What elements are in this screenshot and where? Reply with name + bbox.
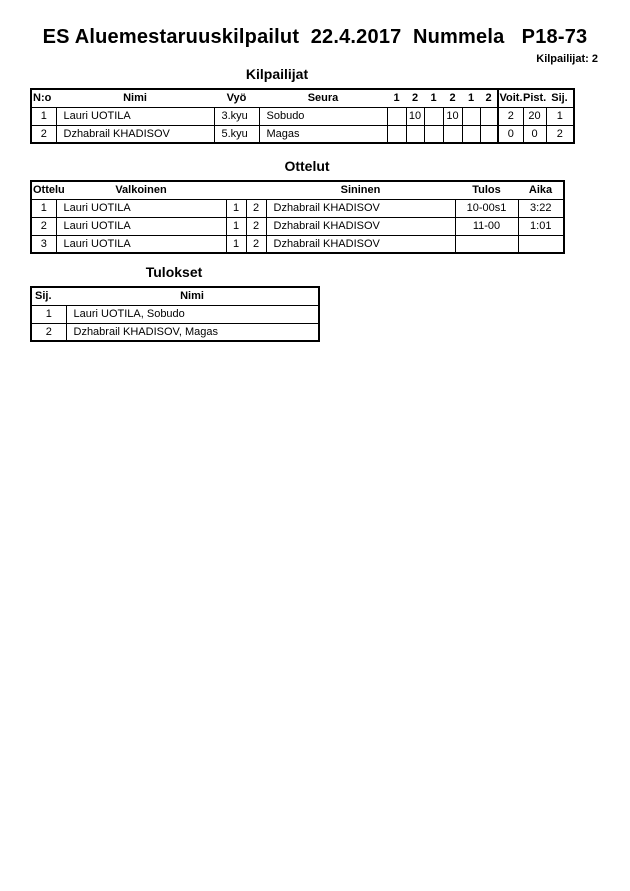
cell-score3	[424, 125, 443, 143]
results-header-row	[31, 287, 319, 305]
cell-score4	[443, 125, 462, 143]
match-row	[31, 199, 564, 217]
cell-name: Dzhabrail KHADISOV	[56, 125, 214, 143]
cell-white-no: 1	[226, 217, 246, 235]
cell-name: Lauri UOTILA, Sobudo	[66, 305, 319, 323]
cell-place: 2	[546, 125, 574, 143]
col-header-score5: 1	[462, 89, 480, 107]
cell-blue-no: 2	[246, 217, 266, 235]
matches-header-row	[31, 181, 564, 199]
competitor-count-label: Kilpailijat: 2	[536, 53, 598, 65]
cell-belt: 3.kyu	[214, 107, 259, 125]
col-header-score3: 1	[424, 89, 443, 107]
cell-result: 11-00	[455, 217, 518, 235]
cell-match-no: 3	[31, 235, 56, 253]
cell-blue-name: Dzhabrail KHADISOV	[266, 235, 455, 253]
competitor-row	[31, 107, 574, 125]
cell-score5	[462, 125, 480, 143]
section-heading-matches: Ottelut	[284, 158, 330, 174]
cell-time: 3:22	[518, 199, 564, 217]
col-header-time: Aika	[518, 181, 564, 199]
col-header-match: Ottelu	[31, 181, 56, 199]
cell-club: Magas	[259, 125, 387, 143]
cell-white-no: 1	[226, 199, 246, 217]
col-header-belt: Vyö	[214, 89, 259, 107]
col-header-score4: 2	[443, 89, 462, 107]
result-row	[31, 305, 319, 323]
col-header-blue: Sininen	[266, 181, 455, 199]
col-header-no: N:o	[31, 89, 56, 107]
cell-blue-no: 2	[246, 199, 266, 217]
cell-score4: 10	[443, 107, 462, 125]
cell-blue-name: Dzhabrail KHADISOV	[266, 217, 455, 235]
cell-score1	[387, 107, 406, 125]
cell-wins: 0	[498, 125, 523, 143]
cell-score1	[387, 125, 406, 143]
cell-score2	[406, 125, 424, 143]
page-title: ES Aluemestaruuskilpailut 22.4.2017 Nummela P18-73	[42, 26, 588, 48]
cell-score6	[480, 125, 498, 143]
cell-score3	[424, 107, 443, 125]
cell-place: 1	[31, 305, 66, 323]
col-header-points: Pist.	[523, 89, 546, 107]
section-heading-competitors: Kilpailijat	[245, 66, 309, 82]
cell-result: 10-00s1	[455, 199, 518, 217]
section-heading-results: Tulokset	[145, 264, 203, 280]
cell-name: Dzhabrail KHADISOV, Magas	[66, 323, 319, 341]
cell-place: 1	[546, 107, 574, 125]
col-header-white: Valkoinen	[56, 181, 226, 199]
col-header-blue-no	[246, 181, 266, 199]
competitors-header-row	[31, 89, 574, 107]
cell-place: 2	[31, 323, 66, 341]
cell-blue-no: 2	[246, 235, 266, 253]
col-header-name: Nimi	[66, 287, 319, 305]
result-row	[31, 323, 319, 341]
cell-white-no: 1	[226, 235, 246, 253]
competitors-table	[30, 88, 575, 144]
cell-name: Lauri UOTILA	[56, 107, 214, 125]
cell-result	[455, 235, 518, 253]
match-row	[31, 235, 564, 253]
col-header-name: Nimi	[56, 89, 214, 107]
cell-blue-name: Dzhabrail KHADISOV	[266, 199, 455, 217]
cell-score6	[480, 107, 498, 125]
col-header-wins: Voit.	[498, 89, 523, 107]
cell-wins: 2	[498, 107, 523, 125]
col-header-result: Tulos	[455, 181, 518, 199]
cell-white-name: Lauri UOTILA	[56, 235, 226, 253]
cell-time	[518, 235, 564, 253]
col-header-score6: 2	[480, 89, 498, 107]
cell-score5	[462, 107, 480, 125]
cell-white-name: Lauri UOTILA	[56, 199, 226, 217]
cell-no: 2	[31, 125, 56, 143]
cell-score2: 10	[406, 107, 424, 125]
cell-belt: 5.kyu	[214, 125, 259, 143]
col-header-score1: 1	[387, 89, 406, 107]
cell-white-name: Lauri UOTILA	[56, 217, 226, 235]
cell-points: 0	[523, 125, 546, 143]
cell-match-no: 1	[31, 199, 56, 217]
cell-points: 20	[523, 107, 546, 125]
match-row	[31, 217, 564, 235]
col-header-place: Sij.	[31, 287, 66, 305]
cell-no: 1	[31, 107, 56, 125]
col-header-place: Sij.	[546, 89, 574, 107]
cell-club: Sobudo	[259, 107, 387, 125]
matches-table	[30, 180, 565, 254]
col-header-white-no	[226, 181, 246, 199]
col-header-score2: 2	[406, 89, 424, 107]
col-header-club: Seura	[259, 89, 387, 107]
results-table	[30, 286, 320, 342]
competitor-row	[31, 125, 574, 143]
cell-match-no: 2	[31, 217, 56, 235]
cell-time: 1:01	[518, 217, 564, 235]
